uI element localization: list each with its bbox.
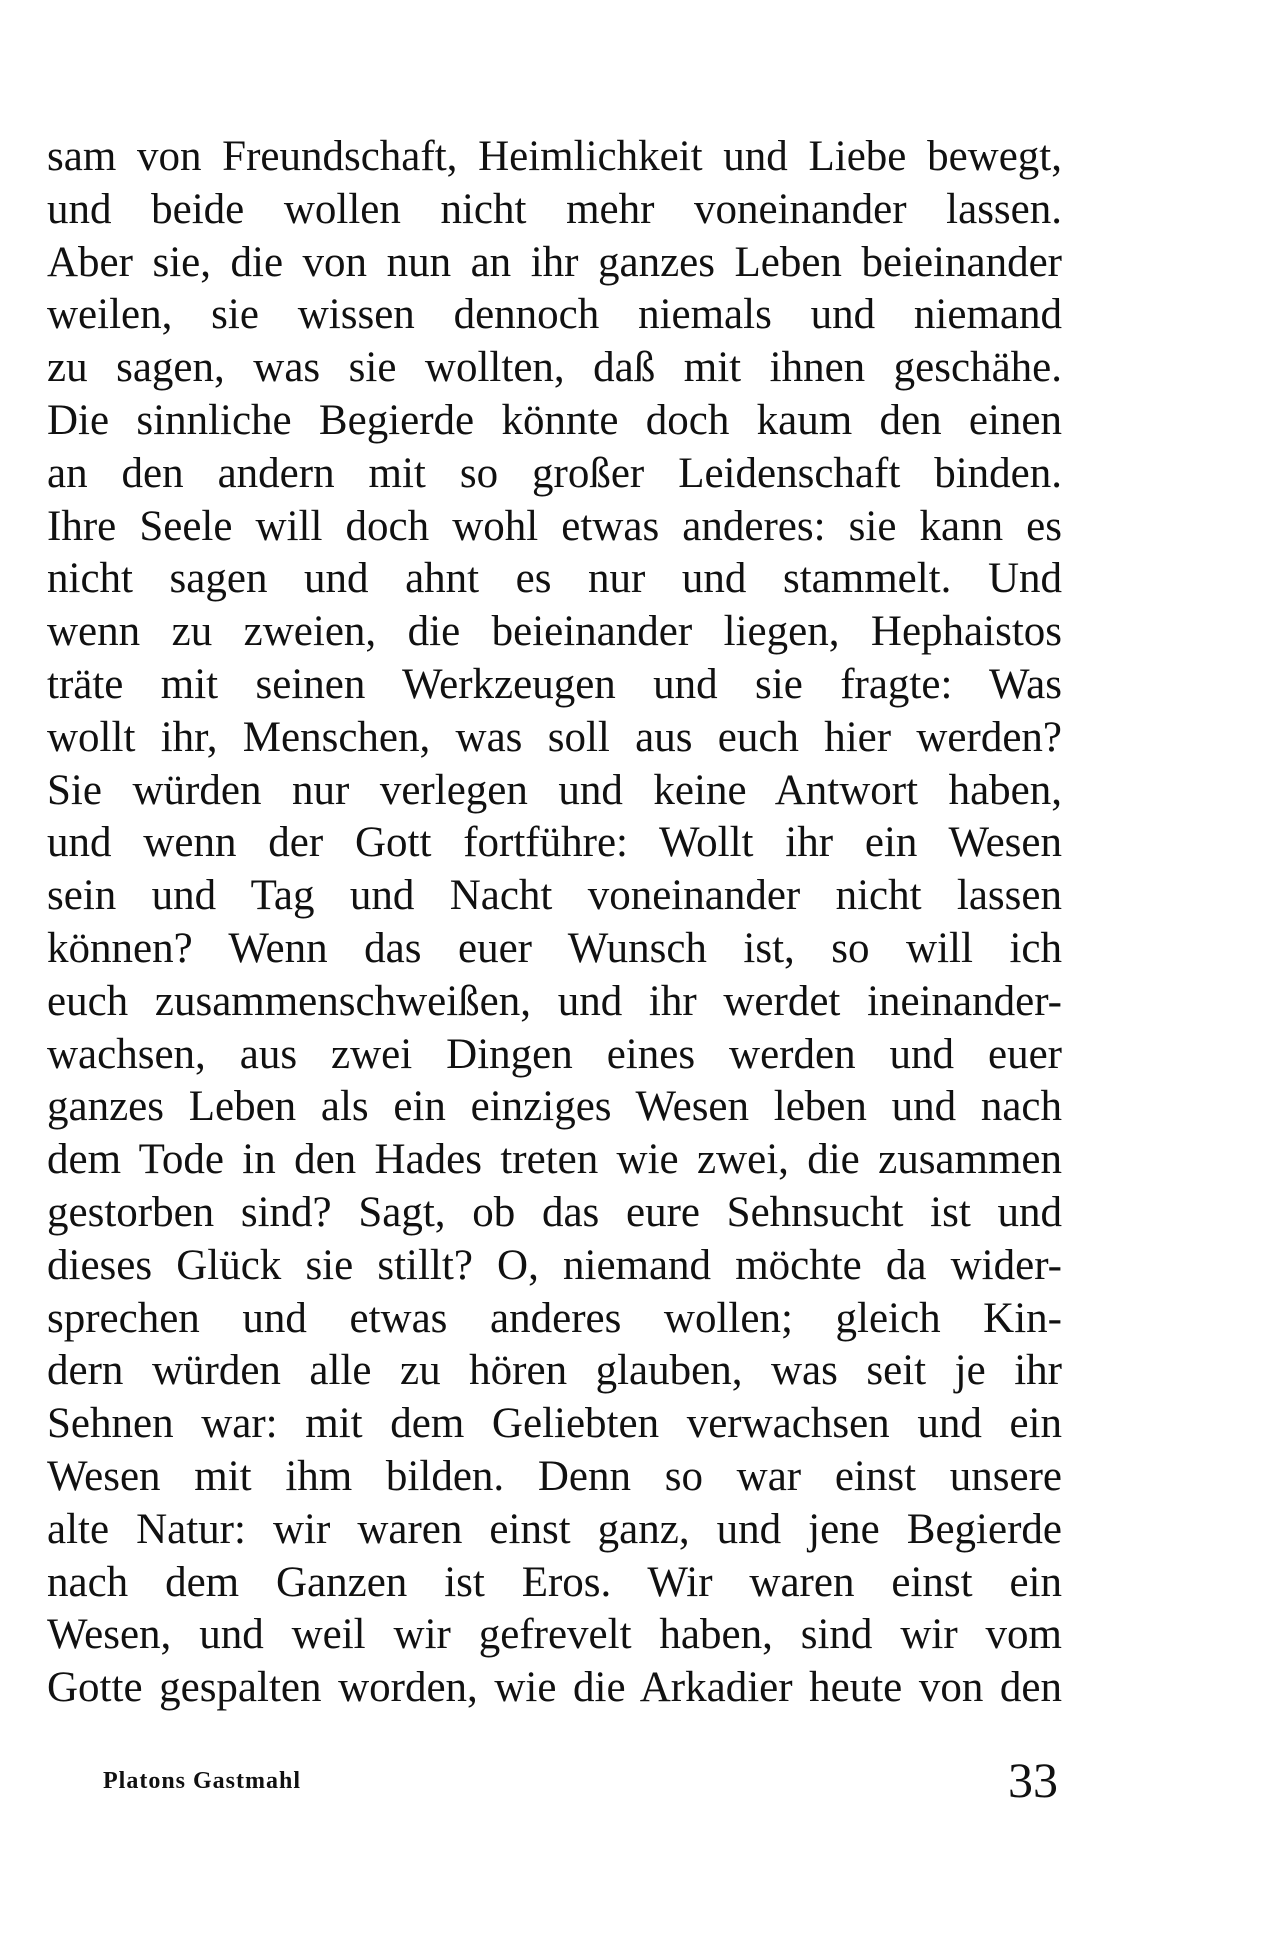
text-line: Gotte gespalten worden, wie die Arkadier heute von den	[47, 1664, 1062, 1712]
text-line: Sehnen war: mit dem Geliebten verwachsen und ein	[47, 1400, 1062, 1448]
text-line: und wenn der Gott fortführe: Wollt ihr ein Wesen	[47, 819, 1062, 867]
text-line: dern würden alle zu hören glauben, was seit je ihr	[47, 1347, 1062, 1395]
text-line: alte Natur: wir waren einst ganz, und jene Begierde	[47, 1505, 1062, 1553]
text-line: Ihre Seele will doch wohl etwas anderes: sie kann es	[47, 502, 1062, 550]
running-title: Platons Gastmahl	[103, 1768, 302, 1794]
text-line: nicht sagen und ahnt es nur und stammelt. Und	[47, 555, 1062, 603]
text-line: wenn zu zweien, die beieinander liegen, Hephaistos	[47, 608, 1062, 656]
body-text	[47, 131, 1062, 1715]
page-number: 33	[1008, 1752, 1058, 1808]
text-line: und beide wollen nicht mehr voneinander lassen.	[47, 185, 1062, 233]
text-line: sein und Tag und Nacht voneinander nicht lassen	[47, 872, 1062, 920]
text-line: nach dem Ganzen ist Eros. Wir waren einst ein	[47, 1558, 1062, 1606]
text-line: träte mit seinen Werkzeugen und sie fragte: Was	[47, 660, 1062, 708]
text-line: wollt ihr, Menschen, was soll aus euch hier werden?	[47, 713, 1062, 761]
text-line: euch zusammenschweißen, und ihr werdet ineinander-	[47, 977, 1062, 1025]
text-line: Aber sie, die von nun an ihr ganzes Leben beieinander	[47, 238, 1062, 286]
text-line: dieses Glück sie stillt? O, niemand möchte da wider-	[47, 1241, 1062, 1289]
text-line: Die sinnliche Begierde könnte doch kaum den einen	[47, 396, 1062, 444]
text-line: an den andern mit so großer Leidenschaft binden.	[47, 449, 1062, 497]
text-line: zu sagen, was sie wollten, daß mit ihnen geschähe.	[47, 344, 1062, 392]
text-line: dem Tode in den Hades treten wie zwei, die zusammen	[47, 1136, 1062, 1184]
text-line: ganzes Leben als ein einziges Wesen leben und nach	[47, 1083, 1062, 1131]
text-line: sam von Freundschaft, Heimlichkeit und Liebe bewegt,	[47, 133, 1062, 180]
text-line: Sie würden nur verlegen und keine Antwort haben,	[47, 766, 1062, 814]
text-line: können? Wenn das euer Wunsch ist, so will ich	[47, 924, 1062, 972]
text-line: Wesen mit ihm bilden. Denn so war einst unsere	[47, 1452, 1062, 1500]
text-line: weilen, sie wissen dennoch niemals und niemand	[47, 291, 1062, 339]
text-line: gestorben sind? Sagt, ob das eure Sehnsucht ist und	[47, 1188, 1062, 1236]
text-line: sprechen und etwas anderes wollen; gleich Kin-	[47, 1294, 1062, 1342]
text-line: wachsen, aus zwei Dingen eines werden und euer	[47, 1030, 1062, 1078]
text-line: Wesen, und weil wir gefrevelt haben, sind wir vom	[47, 1611, 1062, 1659]
page-footer	[103, 1745, 1058, 1808]
